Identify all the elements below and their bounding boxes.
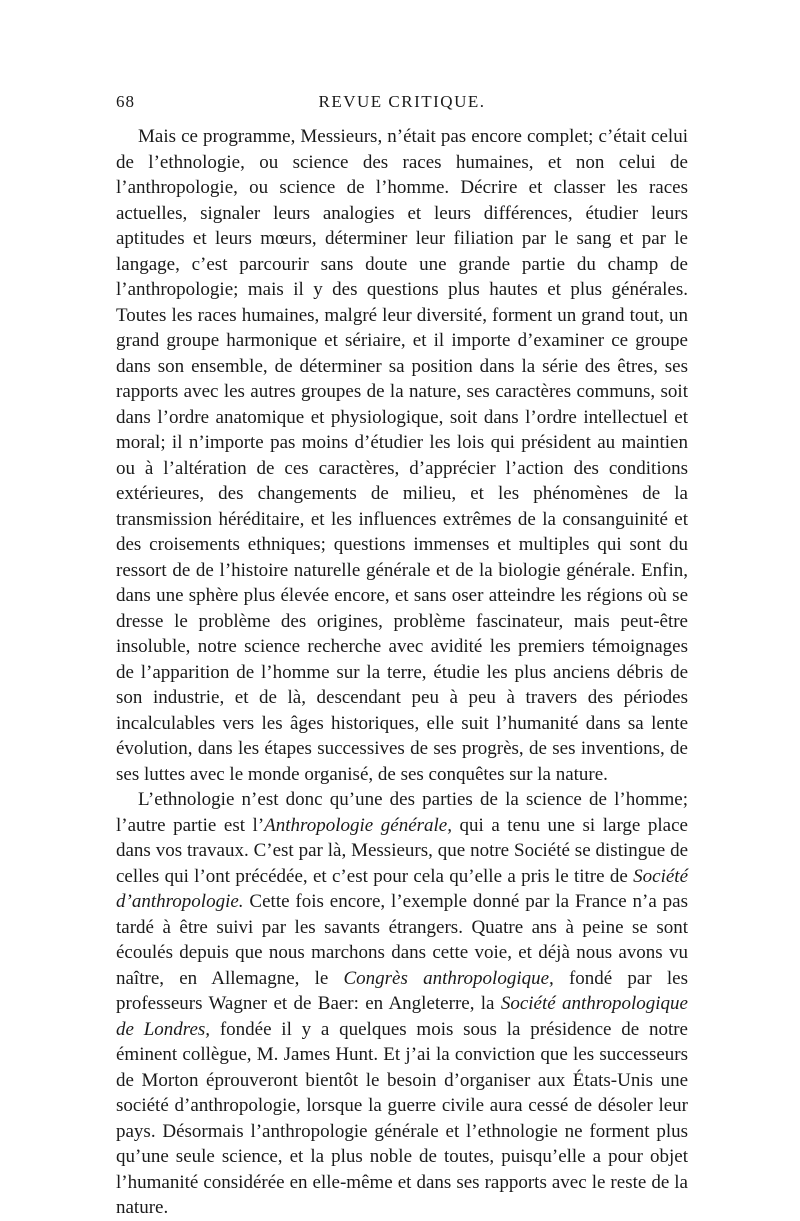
paragraph-1: [116, 124, 688, 787]
running-head: [116, 92, 688, 120]
body-text: [116, 124, 688, 1221]
paragraph-2-text-3: Cette fois encore, l’exemple donné par la France n’a pas tardé à être suivi par les savants étrangers. Quatre ans à peine se sont écoulés depuis que nous marchons dans cette voie, et déjà nous avons vu naître, en Allemagne, le: [116, 891, 688, 989]
paragraph-2-text-2: qui a tenu une si large place dans vos travaux. C’est par là, Messieurs, que notre Société se distingue de celles qui l’ont précédée, et c’est pour cela qu’elle a pris le titre de: [116, 814, 688, 887]
paragraph-1-text: Mais ce programme, Messieurs, n’était pas encore complet; c’était celui de l’ethnologie, ou science des races humaines, et non celui de l’anthropologie, ou science de l’homme. Décrire et classer les races actuelles, signaler leurs analogies et leurs différences, étudier leurs aptitudes et leurs mœurs, déterminer leur filiation par le sang et par le langage, c’est parcourir sans doute une grande partie du champ de l’anthropologie; mais il y des questions plus hautes et plus générales. Toutes les races humaines, malgré leur diversité, forment un grand tout, un grand groupe harmonique et sériaire, et il importe d’examiner ce groupe dans son ensemble, de déterminer sa position dans la série des êtres, ses rapports avec les autres groupes de la nature, ses caractères communs, soit dans l’ordre anatomique et physiologique, soit dans l’ordre intellectuel et moral; il n’importe pas moins d’étudier les lois qui président au maintien ou à l’altération de ces caractères, d’apprécier l’action des conditions extérieures, des changements de milieu, et les phénomènes de la transmission héréditaire, et les influences extrêmes de la consanguinité et des croisements ethniques; questions immenses et multiples qui sont du ressort de de l’histoire naturelle générale et de la biologie générale. Enfin, dans une sphère plus élevée encore, et sans oser atteindre les régions où se dresse le problème des origines, problème fascinateur, mais peut-être insoluble, notre science recherche avec avidité les premiers témoignages de l’apparition de l’homme sur la terre, étudie les plus anciens débris de son industrie, et de là, descendant peu à peu à travers des périodes incalculables vers les âges historiques, elle suit l’humanité dans sa lente évolution, dans les étapes successives de ses progrès, de ses inventions, de ses luttes avec le monde organisé, de ses conquêtes sur la nature.: [116, 126, 688, 785]
paragraph-2-text-1: L’ethnologie n’est donc qu’une des parties de la science de l’homme; l’autre partie est l’: [116, 789, 688, 836]
paragraph-2-text-4: fondé par les professeurs Wagner et de Baer: en Angleterre, la: [116, 967, 688, 1014]
paragraph-2-text-5: fondée il y a quelques mois sous la présidence de notre éminent collègue, M. James Hunt. Et j’ai la conviction que les successeurs de Morton éprouveront bientôt le besoin d’organiser aux États-Unis une société d’anthropologie, lorsque la guerre civile aura cessé de désoler leur pays. Désormais l’anthropologie générale et l’ethnologie ne forment plus qu’une seule science, et la plus noble de toutes, puisqu’elle a pour objet l’humanité considérée en elle-même et dans ses rapports avec le reste de la nature.: [116, 1018, 688, 1218]
italic-societe-anthropologie: Société d’anthropologie.: [116, 865, 688, 912]
italic-anthropologie-generale: Anthropologie générale,: [264, 814, 452, 836]
page-number: 68: [116, 92, 135, 111]
italic-congres-anthropologique: Congrès anthropologique,: [343, 967, 554, 989]
paragraph-2: [116, 787, 688, 1221]
book-page: [116, 92, 688, 1221]
journal-title: REVUE CRITIQUE.: [318, 92, 486, 111]
italic-societe-londres: Société anthropologique de Londres,: [116, 993, 688, 1040]
